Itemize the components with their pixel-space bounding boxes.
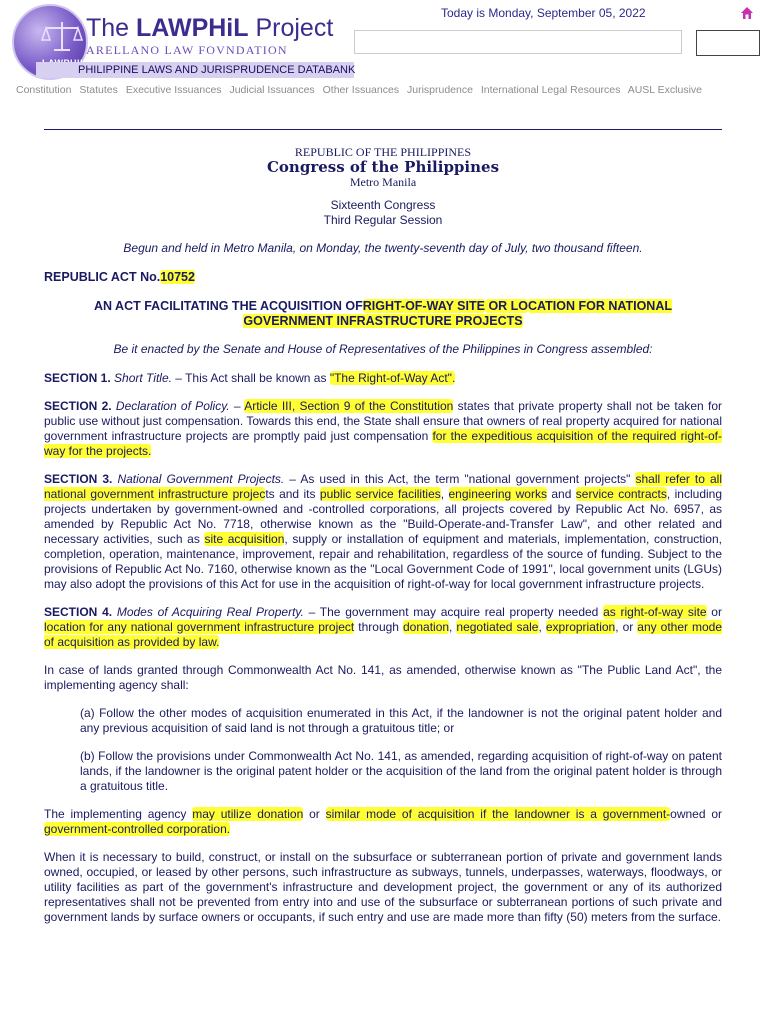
- s3-highlight-2: public service facilities: [319, 487, 441, 501]
- session-line-2: Third Regular Session: [323, 213, 443, 227]
- public-land-paragraph: In case of lands granted through Commonwealth Act No. 141, as amended, otherwise known as "The Public Land Act", the implementing agency shall:: [44, 663, 722, 692]
- brand-title: [86, 14, 333, 43]
- nav-executive-issuances[interactable]: Executive Issuances: [125, 84, 222, 96]
- s2-label: SECTION 2.: [44, 399, 112, 413]
- divider: [44, 129, 722, 130]
- s2-highlight-1: Article III, Section 9 of the Constitution: [244, 399, 454, 413]
- scales-icon: [40, 20, 84, 56]
- s2-highlight-2: for the expeditious acquisition of the required right-of-way for the projects.: [44, 429, 723, 458]
- s3-highlight-4: service contracts: [575, 487, 667, 501]
- item-a: (a) Follow the other modes of acquisition enumerated in this Act, if the landowner is not the original patent holder and any previous acquisition of said land is not through a gratuitous title; or: [80, 706, 722, 735]
- nav-constitution[interactable]: Constitution: [16, 84, 72, 96]
- nav-judicial-issuances[interactable]: Judicial Issuances: [229, 84, 315, 96]
- s3-highlight-1: shall refer to all national government infrastructure projec: [44, 472, 722, 501]
- s4-text-6: , or: [615, 620, 638, 634]
- s1-highlight: "The Right-of-Way Act".: [329, 371, 456, 385]
- site-header: [0, 0, 768, 96]
- search-input[interactable]: [354, 30, 682, 54]
- s3-highlight-3: engineering works: [448, 487, 547, 501]
- ra-number-line: [44, 270, 722, 285]
- s4-text-5: ,: [538, 620, 546, 634]
- nav-other-issuances[interactable]: Other Issuances: [322, 84, 400, 96]
- s3-text-2: ts and its: [265, 487, 320, 501]
- section-4: [44, 605, 722, 650]
- republic-heading: REPUBLIC OF THE PHILIPPINES: [294, 145, 472, 159]
- section-3: [44, 472, 722, 592]
- s3-label: SECTION 3.: [44, 472, 113, 486]
- metro-heading: Metro Manila: [349, 175, 417, 189]
- s4-highlight-2: location for any national government infrastructure project: [44, 620, 355, 634]
- s1-text: – This Act shall be known as: [171, 371, 330, 385]
- s2-text-2: states that private property shall not be taken for public use without just compensation. Towards this end, the State shall ensure that owners of real property acquired for national government infrastructure projects are promptly paid just compensation: [44, 399, 722, 443]
- nav-international-legal-resources[interactable]: International Legal Resources: [480, 84, 621, 96]
- title-part-c: OR LO: [484, 299, 529, 313]
- impl-highlight-2: similar mode of acquisition if the landowner is a government-: [325, 807, 671, 821]
- s4-highlight-6: any other mode of acquisition as provided by law.: [44, 620, 723, 649]
- impl-text-3: owned or: [670, 807, 723, 821]
- begun-line: Begun and held in Metro Manila, on Monday, the twenty-seventh day of July, two thousand fifteen.: [123, 241, 643, 255]
- ra-number: 10752: [160, 270, 195, 284]
- databank-banner: [36, 62, 354, 78]
- s4-highlight-5: expropriation: [545, 620, 616, 634]
- databank-label: PHILIPPINE LAWS AND JURISPRUDENCE DATABANK: [78, 64, 356, 76]
- subsurface-paragraph: When it is necessary to build, construct, or install on the subsurface or subterranean portion of private and government lands owned, occupied, or leased by other persons, such infrastructure as subways, tunnels, underpasses, waterways, floodways, or utility facilities as part of the government's infrastructure and development project, the government or any of its authorized representatives shall not be prevented from entry into and use of the subsurface or subterranean portions of such private and government lands by surface owners or occupants, if such entry and use are made more than fifty (50) meters from the surface.: [44, 850, 722, 924]
- title-part-a: AN ACT FACILITATING THE ACQUISITION OF: [93, 299, 363, 313]
- brand-bold: LAWPHiL: [136, 14, 249, 42]
- s4-text-1: – The government may acquire real property needed: [303, 605, 604, 619]
- section-2: [44, 399, 722, 459]
- impl-highlight-3: government-controlled corporation.: [44, 822, 231, 836]
- section-1: [44, 371, 722, 386]
- s4-label: SECTION 4.: [44, 605, 113, 619]
- nav-statutes[interactable]: Statutes: [79, 84, 118, 96]
- brand-suffix: Project: [248, 14, 334, 42]
- ra-prefix: REPUBLIC ACT No.: [44, 270, 161, 284]
- s4-text-4: ,: [449, 620, 457, 634]
- nav-ausl-exclusive[interactable]: AUSL Exclusive: [627, 84, 703, 96]
- s3-highlight-5: site acquisition: [204, 532, 285, 546]
- s4-highlight-3: donation: [403, 620, 450, 634]
- s1-title: Short Title.: [114, 371, 172, 385]
- s1-label: SECTION 1.: [44, 371, 111, 385]
- s3-text-4: and: [546, 487, 576, 501]
- search-button[interactable]: [696, 30, 760, 56]
- title-part-d: CATION FOR NATIONAL GOVERNMENT INFRASTRUCTURE PROJECTS: [243, 299, 672, 328]
- s4-text-2: or: [706, 605, 722, 619]
- implementing-agency-paragraph: [44, 807, 722, 837]
- s3-text-1: – As used in this Act, the term "national government projects": [284, 472, 636, 486]
- home-icon[interactable]: [740, 6, 754, 20]
- session-line-1: Sixteenth Congress: [330, 198, 436, 212]
- congress-heading: Congress of the Philippines: [266, 158, 500, 176]
- s4-text-3: through: [354, 620, 403, 634]
- brand-subtitle: ARELLANO LAW FOVNDATION: [86, 43, 288, 57]
- s3-title: National Government Projects.: [117, 472, 285, 486]
- impl-text-1: The implementing agency: [44, 807, 193, 821]
- nav-jurisprudence[interactable]: Jurisprudence: [406, 84, 473, 96]
- s4-highlight-4: negotiated sale: [456, 620, 539, 634]
- impl-text-2: or: [303, 807, 326, 821]
- s4-title: Modes of Acquiring Real Property.: [116, 605, 304, 619]
- enacted-clause: Be it enacted by the Senate and House of Representatives of the Philippines in Congress assembled:: [113, 342, 653, 356]
- item-b: (b) Follow the provisions under Commonwealth Act No. 141, as amended, regarding acquisition of right-of-way on patent lands, if the landowner is the original patent holder or the acquisition of the land from the original patent holder is through a gratuitous title.: [80, 749, 722, 793]
- s2-text-1: –: [229, 399, 245, 413]
- s4-highlight-1: as right-of-way site: [603, 605, 707, 619]
- today-date: Today is Monday, September 05, 2022: [441, 6, 646, 20]
- document-body: [44, 146, 722, 925]
- brand-prefix: The: [86, 14, 137, 42]
- s3-text-5: , including projects undertaken by government-owned and -controlled corporations, all projects covered by Republic Act No. 6957, as amended by Republic Act No. 7718, otherwise known as the "Build-Operate-and-Transfer Law", and other related and necessary activities, such as: [44, 487, 723, 546]
- act-title: [44, 299, 722, 329]
- impl-highlight-1: may utilize donation: [192, 807, 304, 821]
- s3-text-3: ,: [440, 487, 449, 501]
- title-part-b: RIGHT-OF-WAY SITE: [362, 299, 485, 313]
- s3-text-6: , supply or installation of equipment and materials, implementation, construction, completion, operation, maintenance, improvement, repair and rehabilitation, regardless of the source of funding. Subject to the provisions of Republic Act No. 7160, otherwise known as the "Local Government Code of 1991", local government units (LGUs) may also adopt the provisions of this Act for use in the acquisition of right-of-way for local government infrastructure projects.: [44, 532, 722, 591]
- s2-title: Declaration of Policy.: [115, 399, 230, 413]
- main-nav: [16, 84, 707, 96]
